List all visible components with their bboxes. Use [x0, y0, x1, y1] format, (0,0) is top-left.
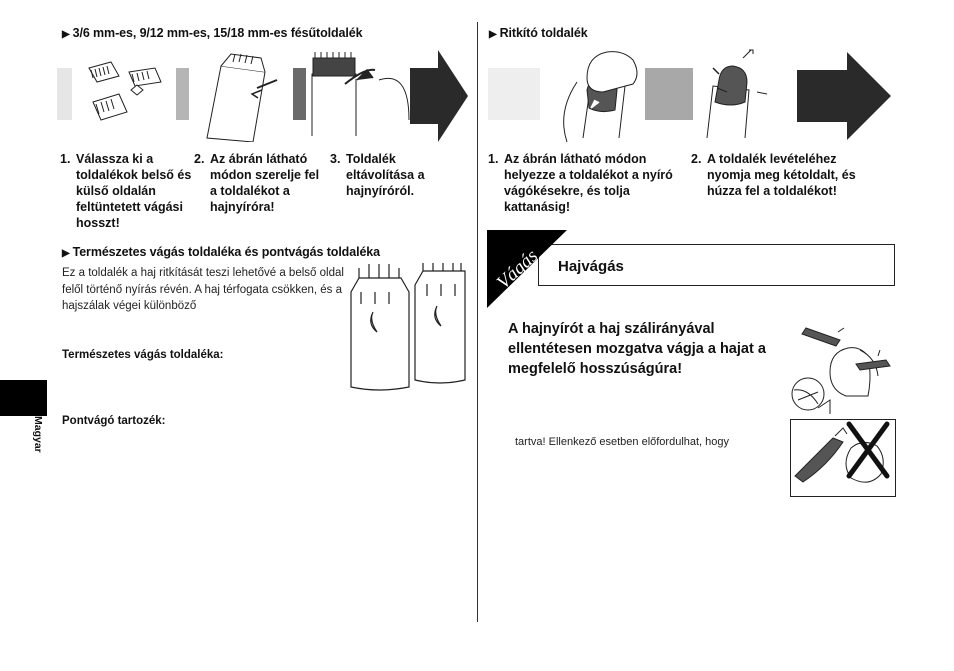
thin-step-panel-1	[488, 68, 540, 120]
crossed-out-icon	[791, 420, 895, 496]
remove-thinning-icon	[707, 50, 767, 138]
thinning-figure-strip	[487, 42, 899, 142]
trimmer-remove-icon	[312, 52, 409, 136]
section-title-comb: ▶ 3/6 mm-es, 9/12 mm-es, 15/18 mm-es fésűtoldalék	[62, 26, 363, 40]
language-label: Magyar	[32, 416, 44, 453]
wrong-direction-figure	[790, 419, 896, 497]
thin-step-panel-2	[645, 68, 693, 120]
trimmer-attach-icon	[207, 54, 277, 142]
haircut-note: tartva! Ellenkező esetben előfordulhat, hogy	[515, 436, 730, 448]
triangle-bullet-icon: ▶	[489, 29, 497, 40]
language-tab	[0, 380, 47, 416]
step-3: 3. Toldalék eltávolítása a hajnyíróról.	[330, 152, 425, 198]
column-divider	[477, 22, 478, 622]
attachment-figure-strip	[57, 50, 469, 142]
thin-step-1: 1. Az ábrán látható módon helyezze a toldalékot a nyíró vágókésekre, és tolja kattanásig!	[488, 152, 673, 214]
section-badge-text: Vágás	[493, 245, 543, 294]
hand-attach-thinning-icon	[564, 52, 637, 142]
point-cut-label: Pontvágó tartozék:	[62, 415, 166, 427]
step-1: 1. Válassza ki a toldalékok belső és külső oldalán feltüntetett vágási hosszt!	[60, 152, 192, 230]
section2-body: Ez a toldalék a haj ritkítását teszi lehetővé a belső oldal felől történő nyírás révén. A haj térfogata csökken, és a hajszálak végei különböző	[62, 267, 344, 312]
comb-attachments-icon	[89, 62, 161, 120]
section-title-natural-point: ▶ Természetes vágás toldaléka és pontvágás toldaléka	[62, 245, 381, 259]
haircut-direction-figure	[788, 322, 894, 414]
natural-point-attachments-figure	[345, 262, 467, 392]
section-title-thinning: ▶ Ritkító toldalék	[489, 26, 588, 40]
next-arrow-icon	[410, 50, 468, 142]
step-panel-1-bar	[57, 68, 72, 120]
triangle-bullet-icon: ▶	[62, 29, 70, 40]
step-2: 2. Az ábrán látható módon szerelje fel a toldalékot a hajnyíróra!	[194, 152, 320, 214]
triangle-bullet-icon: ▶	[62, 248, 70, 259]
point-cut-attachment-icon	[415, 271, 465, 383]
haircut-instruction: A hajnyírót a haj szálirányával ellentétesen mozgatva vágja a hajat a megfelelő hosszúságúra!	[508, 321, 766, 377]
step-panel-3-bar	[293, 68, 306, 120]
next-arrow-icon	[797, 52, 891, 140]
haircut-title: Hajvágás	[558, 258, 624, 275]
thin-step-2: 2. A toldalék levételéhez nyomja meg kétoldalt, és húzza fel a toldalékot!	[691, 152, 856, 198]
natural-cut-label: Természetes vágás toldaléka:	[62, 349, 224, 361]
natural-cut-attachment-icon	[351, 278, 409, 390]
step-panel-2-bar	[176, 68, 189, 120]
